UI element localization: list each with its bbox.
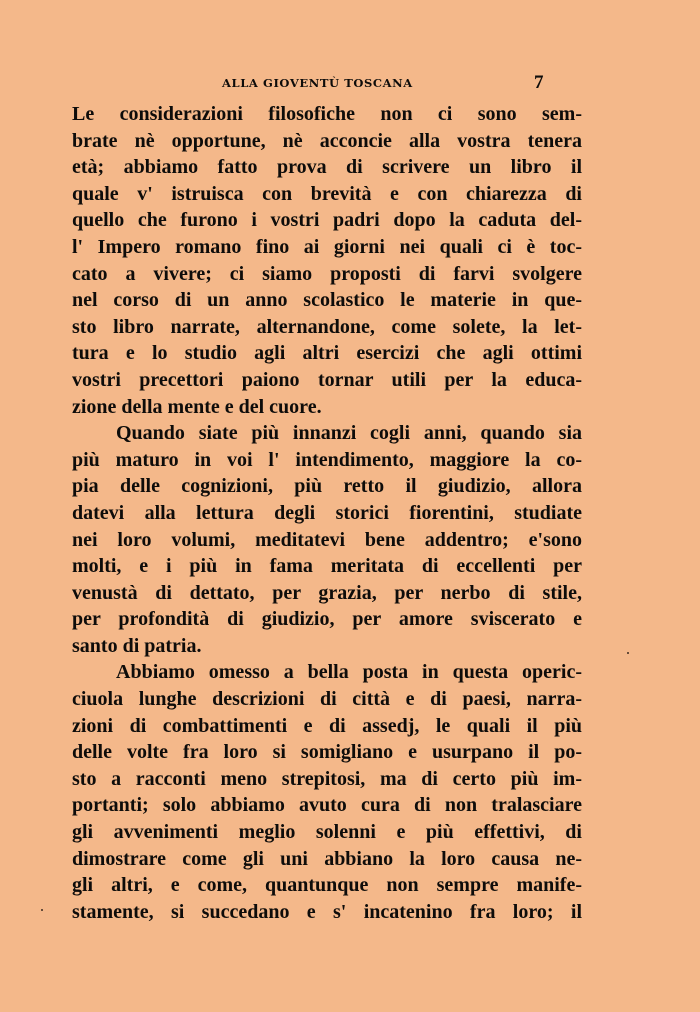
text-line: gli altri, e come, quantunque non sempre manife- — [72, 874, 582, 897]
text-line: pia delle cognizioni, più retto il giudizio, allora — [72, 475, 582, 498]
text-line: cato a vivere; ci siamo proposti di farvi svolgere — [72, 262, 582, 285]
text-line: stamente, si succedano e s' incatenino fra loro; il — [72, 900, 582, 923]
text-line: molti, e i più in fama meritata di eccellenti per — [72, 555, 582, 578]
text-line: quale v' istruisca con brevità e con chiarezza di — [72, 182, 582, 205]
text-line: brate nè opportune, nè acconcie alla vostra tenera — [72, 129, 582, 152]
running-title: ALLA GIOVENTÙ TOSCANA — [222, 76, 413, 90]
text-line: più maturo in voi l' intendimento, maggiore la co- — [72, 448, 582, 471]
text-line: nel corso di un anno scolastico le materie in que- — [72, 289, 582, 312]
text-line: delle volte fra loro si somigliano e usurpano il po- — [72, 741, 582, 764]
paper-speck — [627, 652, 629, 654]
paper-speck — [41, 909, 43, 911]
text-line: sto a racconti meno strepitosi, ma di certo più im- — [72, 767, 582, 790]
text-line: per profondità di giudizio, per amore sviscerato e — [72, 608, 582, 631]
text-line: nei loro volumi, meditatevi bene addentro; e'sono — [72, 528, 582, 551]
page-number: 7 — [534, 72, 544, 93]
text-line: zione della mente e del cuore. — [72, 395, 322, 418]
text-line: l' Impero romano fino ai giorni nei quali ci è toc- — [72, 235, 582, 258]
text-line: Abbiamo omesso a bella posta in questa operic- — [116, 661, 582, 684]
text-line: portanti; solo abbiamo avuto cura di non tralasciare — [72, 794, 582, 817]
text-line: santo di patria. — [72, 634, 202, 657]
text-line: Le considerazioni filosofiche non ci sono sem- — [72, 103, 582, 125]
body-text — [72, 101, 582, 925]
text-line: dimostrare come gli uni abbiano la loro causa ne- — [72, 847, 582, 870]
text-line: datevi alla lettura degli storici fiorentini, studiate — [72, 501, 582, 524]
text-line: vostri precettori paiono tornar utili per la educa- — [72, 368, 582, 391]
text-line: tura e lo studio agli altri esercizi che agli ottimi — [72, 342, 582, 365]
text-line: età; abbiamo fatto prova di scrivere un libro il — [72, 156, 582, 179]
text-line: gli avvenimenti meglio solenni e più effettivi, di — [72, 821, 582, 844]
text-line: Quando siate più innanzi cogli anni, quando sia — [116, 422, 582, 445]
text-line: venustà di dettato, per grazia, per nerbo di stile, — [72, 581, 582, 604]
running-header — [0, 72, 700, 96]
text-line: ciuola lunghe descrizioni di città e di paesi, narra- — [72, 688, 582, 711]
text-line: sto libro narrate, alternandone, come solete, la let- — [72, 315, 582, 338]
text-line: zioni di combattimenti e di assedj, le quali il più — [72, 714, 582, 737]
text-line: quello che furono i vostri padri dopo la caduta del- — [72, 209, 582, 232]
